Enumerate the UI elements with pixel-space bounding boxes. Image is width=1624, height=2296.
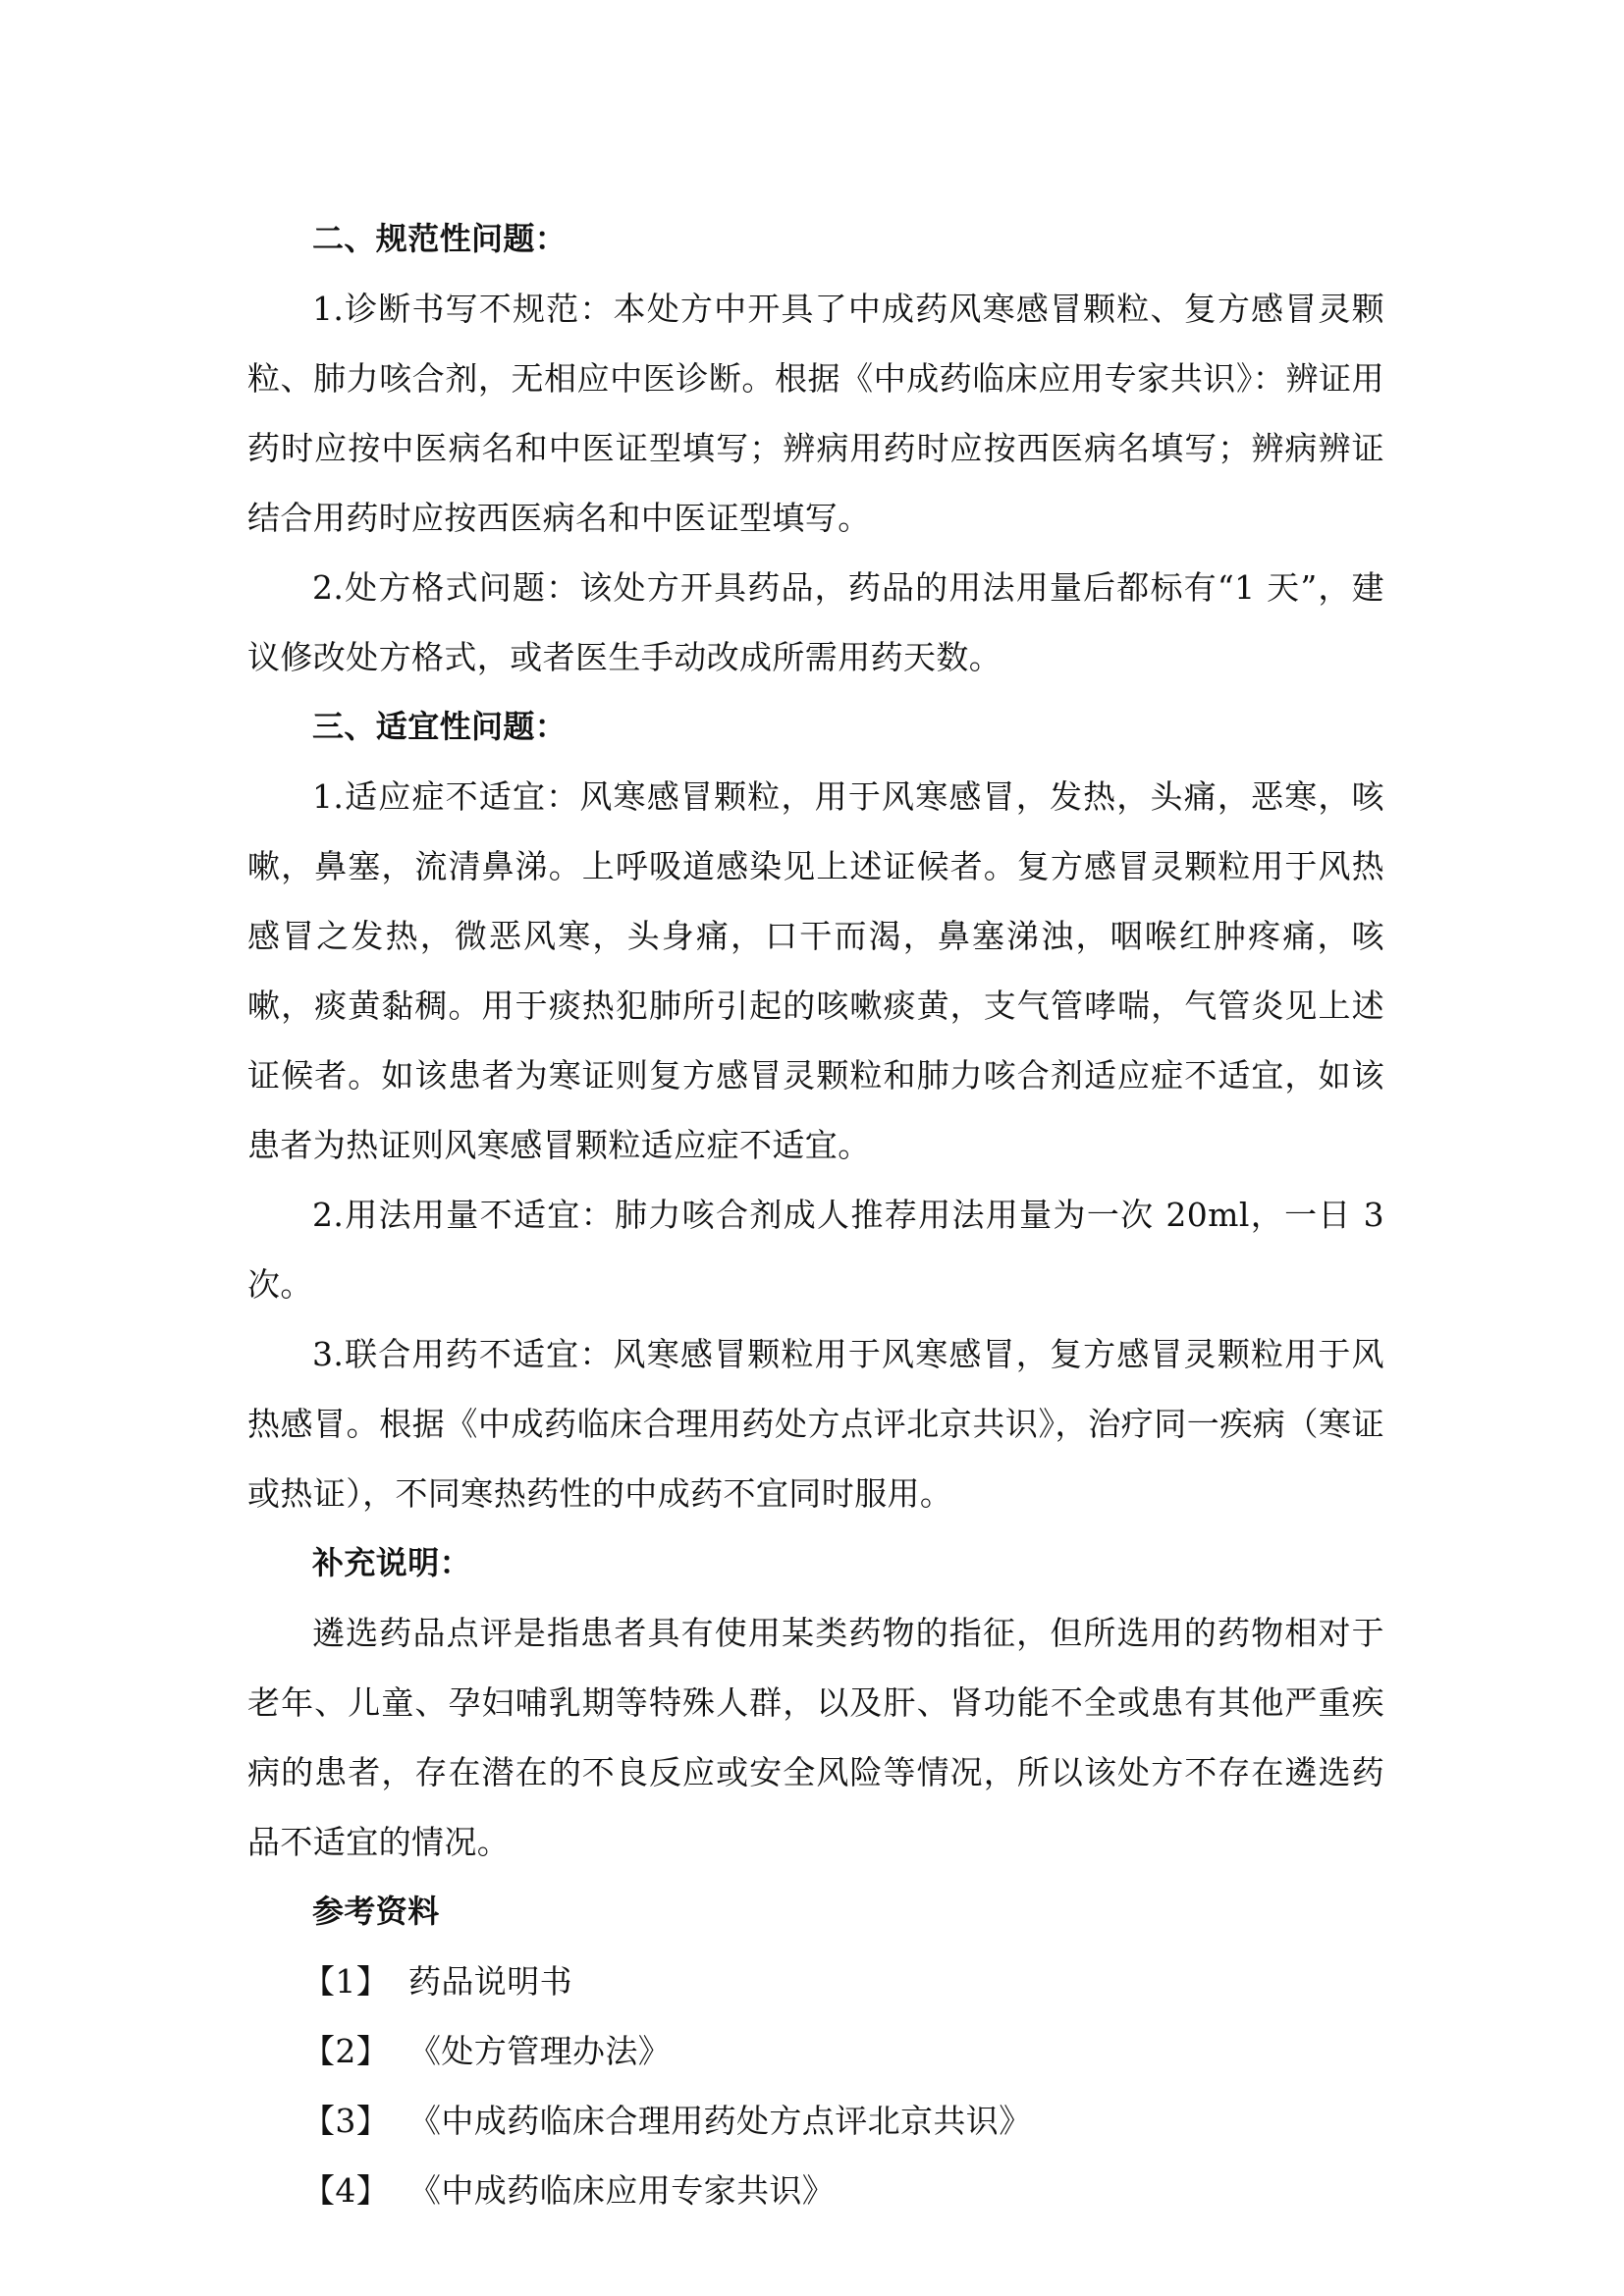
paragraph-prescription-format: 2.处方格式问题：该处方开具药品，药品的用法用量后都标有“1 天”，建议修改处方格式，或者医生手动改成所需用药天数。: [247, 568, 1384, 676]
reference-item: [247, 1947, 1384, 2016]
section-heading-appropriateness: 三、适宜性问题：: [312, 708, 568, 745]
section-heading-references: 参考资料: [312, 1893, 440, 1930]
section-heading-normative: 二、规范性问题：: [312, 220, 568, 257]
reference-number: 【2】: [302, 2032, 390, 2070]
document-body: [247, 204, 1384, 2225]
paragraph-dosage: 2.用法用量不适宜：肺力咳合剂成人推荐用法用量为一次 20ml，一日 3 次。: [247, 1196, 1384, 1304]
reference-item: [247, 2086, 1384, 2156]
paragraph-indication: 1.适应症不适宜：风寒感冒颗粒，用于风寒感冒，发热，头痛，恶寒，咳嗽，鼻塞，流清鼻涕。上呼吸道感染见上述证候者。复方感冒灵颗粒用于风热感冒之发热，微恶风寒，头身痛，口干而渴，鼻塞涕浊，咽喉红肿疼痛，咳嗽，痰黄黏稠。用于痰热犯肺所引起的咳嗽痰黄，支气管哮喘，气管炎见上述证候者。如该患者为寒证则复方感冒灵颗粒和肺力咳合剂适应症不适宜，如该患者为热证则风寒感冒颗粒适应症不适宜。: [247, 777, 1384, 1164]
reference-list: [247, 1947, 1384, 2225]
reference-title: 《中成药临床应用专家共识》: [408, 2171, 836, 2210]
reference-title: 《中成药临床合理用药处方点评北京共识》: [408, 2102, 1032, 2140]
reference-number: 【4】: [302, 2171, 390, 2210]
reference-title: 药品说明书: [408, 1962, 572, 2001]
paragraph-combination: 3.联合用药不适宜：风寒感冒颗粒用于风寒感冒，复方感冒灵颗粒用于风热感冒。根据《中成药临床合理用药处方点评北京共识》，治疗同一疾病（寒证或热证），不同寒热药性的中成药不宜同时服用。: [247, 1335, 1384, 1513]
reference-number: 【3】: [302, 2102, 390, 2140]
reference-item: [247, 2156, 1384, 2225]
reference-item: [247, 2016, 1384, 2086]
paragraph-supplement: 遴选药品点评是指患者具有使用某类药物的指征，但所选用的药物相对于老年、儿童、孕妇哺乳期等特殊人群，以及肝、肾功能不全或患有其他严重疾病的患者，存在潜在的不良反应或安全风险等情况，所以该处方不存在遴选药品不适宜的情况。: [247, 1614, 1384, 1861]
reference-number: 【1】: [302, 1962, 390, 2001]
reference-title: 《处方管理办法》: [408, 2032, 672, 2070]
section-heading-supplement: 补充说明：: [312, 1544, 472, 1581]
paragraph-diagnosis-writing: 1.诊断书写不规范：本处方中开具了中成药风寒感冒颗粒、复方感冒灵颗粒、肺力咳合剂，无相应中医诊断。根据《中成药临床应用专家共识》：辨证用药时应按中医病名和中医证型填写；辨病用药时应按西医病名填写；辨病辨证结合用药时应按西医病名和中医证型填写。: [247, 290, 1384, 537]
